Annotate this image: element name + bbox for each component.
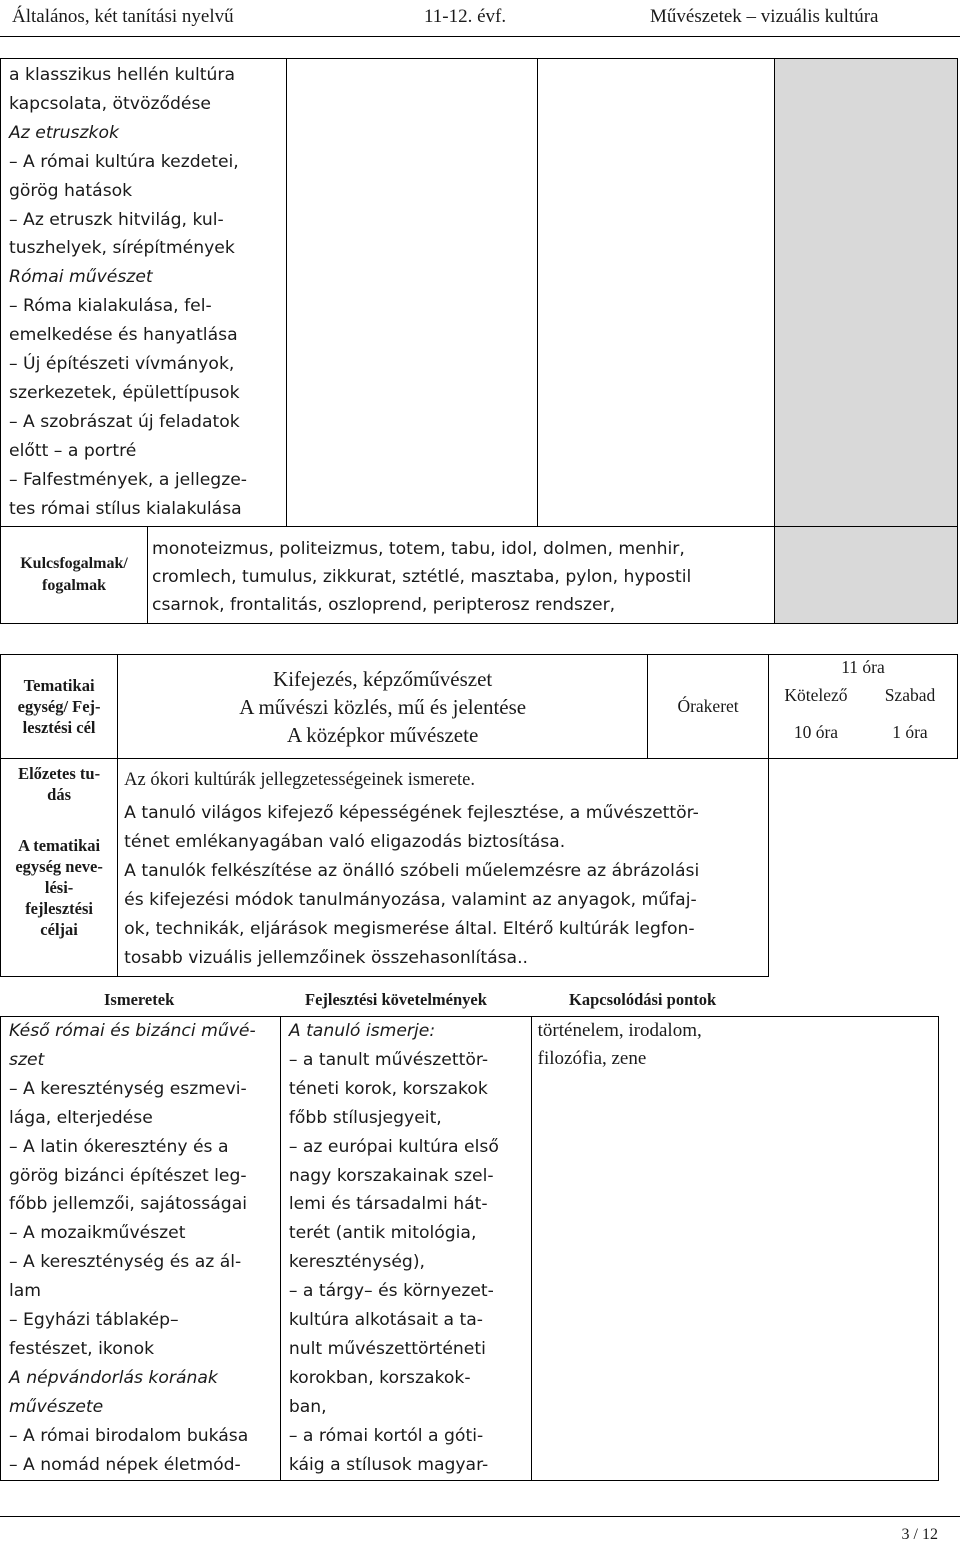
ismeretek-cell xyxy=(1,1017,281,1481)
celjai-label: A tematikai egység neve- lési- fejlesztési céljai xyxy=(15,836,103,939)
content-line: görög hatások xyxy=(9,180,133,201)
szabad-label: Szabad xyxy=(884,685,936,705)
footer-rule xyxy=(0,1516,960,1517)
ismeretek-line: szet xyxy=(9,1049,45,1070)
page-number: 3 / 12 xyxy=(901,1526,938,1543)
fejlesztesi-header: Fejlesztési követelmények xyxy=(305,990,487,1009)
fejlesztesi-cell xyxy=(280,1017,531,1481)
fejlesztesi-line: – a római kortól a góti- xyxy=(288,1425,484,1446)
celjai-line: A tanuló világos kifejező képességének fejlesztése, a művészettör- xyxy=(124,803,699,823)
szabad-hours: 1 óra xyxy=(892,722,928,742)
ismeretek-line: lága, elterjedése xyxy=(9,1107,153,1128)
ismeretek-line: lam xyxy=(9,1281,42,1302)
kapcsolodasi-cell xyxy=(531,1017,938,1481)
orakeret-label: Órakeret xyxy=(648,655,769,759)
shaded-cell xyxy=(775,59,958,527)
content-line: – Az etruszk hitvilág, kul- xyxy=(9,209,224,230)
tematikai-label: Tematikai egység/ Fej- lesztési cél xyxy=(1,655,118,759)
content-line: Az etruszkok xyxy=(9,122,119,143)
ismeretek-line: A népvándorlás korának xyxy=(9,1367,218,1388)
content-line: tuszhelyek, sírépítmények xyxy=(9,238,235,259)
fejlesztesi-line: – a tárgy– és környezet- xyxy=(288,1281,494,1302)
ismeretek-line: – A latin ókeresztény és a xyxy=(9,1136,229,1157)
fejlesztesi-line: nagy korszakainak szel- xyxy=(288,1165,494,1186)
shaded-cell-2 xyxy=(775,526,958,623)
celjai-line: és kifejezési módok tanulmányozása, valamint az anyagok, műfaj- xyxy=(124,890,697,910)
content-line: – Róma kialakulása, fel- xyxy=(9,296,212,317)
kotelezo-label: Kötelező xyxy=(784,685,848,705)
elozetes-text: Az ókori kultúrák jellegzetességeinek ismerete. xyxy=(124,770,476,790)
ismeretek-line: görög bizánci építészet leg- xyxy=(9,1165,247,1186)
unit-goals xyxy=(118,759,769,977)
content-line: – Falfestmények, a jellegze- xyxy=(9,469,248,490)
header-rule xyxy=(0,36,960,37)
fejlesztesi-line: kultúra alkotásait a ta- xyxy=(288,1310,483,1331)
fejlesztesi-line: ban, xyxy=(288,1396,327,1417)
kapcsolodasi-line: történelem, irodalom, xyxy=(537,1020,702,1041)
kapcsolodasi-lines xyxy=(532,1017,938,1073)
elozetes-label: Előzetes tu- dás xyxy=(18,764,101,804)
content-lines xyxy=(1,59,286,526)
content-line: emelkedése és hanyatlása xyxy=(9,325,238,346)
kapcsolodasi-header: Kapcsolódási pontok xyxy=(569,990,717,1009)
fejlesztesi-lines xyxy=(281,1017,531,1480)
header-subject: Művészetek – vizuális kultúra xyxy=(650,6,879,27)
content-columns-table xyxy=(0,1016,939,1481)
fejlesztesi-line: lemi és társadalmi hát- xyxy=(288,1194,488,1215)
ismeretek-header: Ismeretek xyxy=(104,990,175,1009)
fejlesztesi-line: főbb stílusjegyeit, xyxy=(288,1107,442,1128)
side-labels xyxy=(1,759,118,977)
empty-cell-1 xyxy=(287,59,538,527)
content-line: tes római stílus kialakulása xyxy=(9,498,242,519)
unit-table xyxy=(0,654,958,977)
content-line: előtt – a portré xyxy=(9,440,137,461)
kapcsolodasi-line: filozófia, zene xyxy=(537,1048,647,1069)
celjai-line: ok, technikák, eljárások megismerése által. Eltérő kultúrák legfon- xyxy=(124,919,695,939)
fejlesztesi-line: terét (antik mitológia, xyxy=(288,1223,477,1244)
kulcsfogalmak-label: Kulcsfogalmak/ fogalmak xyxy=(1,526,148,623)
kotelezo-hours: 10 óra xyxy=(793,722,839,742)
hours-cell xyxy=(768,655,957,759)
ismeretek-line: főbb jellemzői, sajátosságai xyxy=(9,1194,248,1215)
empty-cell-2 xyxy=(538,59,775,527)
content-line: – A római kultúra kezdetei, xyxy=(9,151,239,172)
fejlesztesi-line: – az európai kultúra első xyxy=(288,1136,499,1157)
header-grade: 11-12. évf. xyxy=(424,6,507,27)
fejlesztesi-line: téneti korok, korszakok xyxy=(288,1078,488,1099)
page-header xyxy=(0,0,960,40)
ismeretek-lines xyxy=(1,1017,280,1480)
content-line: – A szobrászat új feladatok xyxy=(9,411,240,432)
ismeretek-line: Késő római és bizánci művé- xyxy=(9,1021,256,1041)
content-table-continued xyxy=(0,58,958,624)
content-line: Római művészet xyxy=(9,267,153,288)
fejlesztesi-line: A tanuló ismerje: xyxy=(288,1021,436,1041)
celjai-line: A tanulók felkészítése az önálló szóbeli műelemzésre az ábrázolási xyxy=(124,861,700,881)
fejlesztesi-line: korokban, korszakok- xyxy=(288,1367,471,1388)
ismeretek-line: – A nomád népek életmód- xyxy=(9,1454,241,1475)
content-cell xyxy=(1,59,287,527)
content-line: – Új építészeti vívmányok, xyxy=(9,354,235,375)
fejlesztesi-line: – a tanult művészettör- xyxy=(288,1049,489,1070)
kulcsfogalmak-text: monoteizmus, politeizmus, totem, tabu, idol, dolmen, menhir, cromlech, tumulus, zikkurat, sztétlé, masztaba, pylon, hypostil csarnok, frontalitás, oszloprend, peripterosz rendszer, xyxy=(148,526,775,623)
ismeretek-line: – Egyházi táblakép– xyxy=(9,1310,179,1331)
content-line: kapcsolata, ötvöződése xyxy=(9,93,212,114)
celjai-line: tosabb vizuális jellemzőinek összehasonlítása.. xyxy=(124,948,529,968)
ismeretek-line: művészete xyxy=(9,1396,104,1417)
fejlesztesi-line: kereszténység), xyxy=(288,1252,425,1273)
ismeretek-line: – A római birodalom bukása xyxy=(9,1425,249,1446)
unit-title: Kifejezés, képzőművészet A művészi közlés, mű és jelentése A középkor művészete xyxy=(118,655,648,759)
ismeretek-line: – A mozaikművészet xyxy=(9,1223,186,1244)
celjai-line: ténet emlékanyagában való eligazodás biztosítása. xyxy=(124,832,566,852)
ismeretek-line: festészet, ikonok xyxy=(9,1338,155,1359)
celjai-text xyxy=(124,799,764,973)
ismeretek-line: – A kereszténység eszmevi- xyxy=(9,1078,247,1099)
fejlesztesi-line: nult művészettörténeti xyxy=(288,1338,486,1359)
content-line: szerkezetek, épülettípusok xyxy=(9,382,240,403)
content-line: a klasszikus hellén kultúra xyxy=(9,65,235,85)
fejlesztesi-line: káig a stílusok magyar- xyxy=(288,1454,489,1475)
header-school: Általános, két tanítási nyelvű xyxy=(12,6,234,27)
ismeretek-line: – A kereszténység és az ál- xyxy=(9,1252,242,1273)
total-hours: 11 óra xyxy=(841,657,885,677)
